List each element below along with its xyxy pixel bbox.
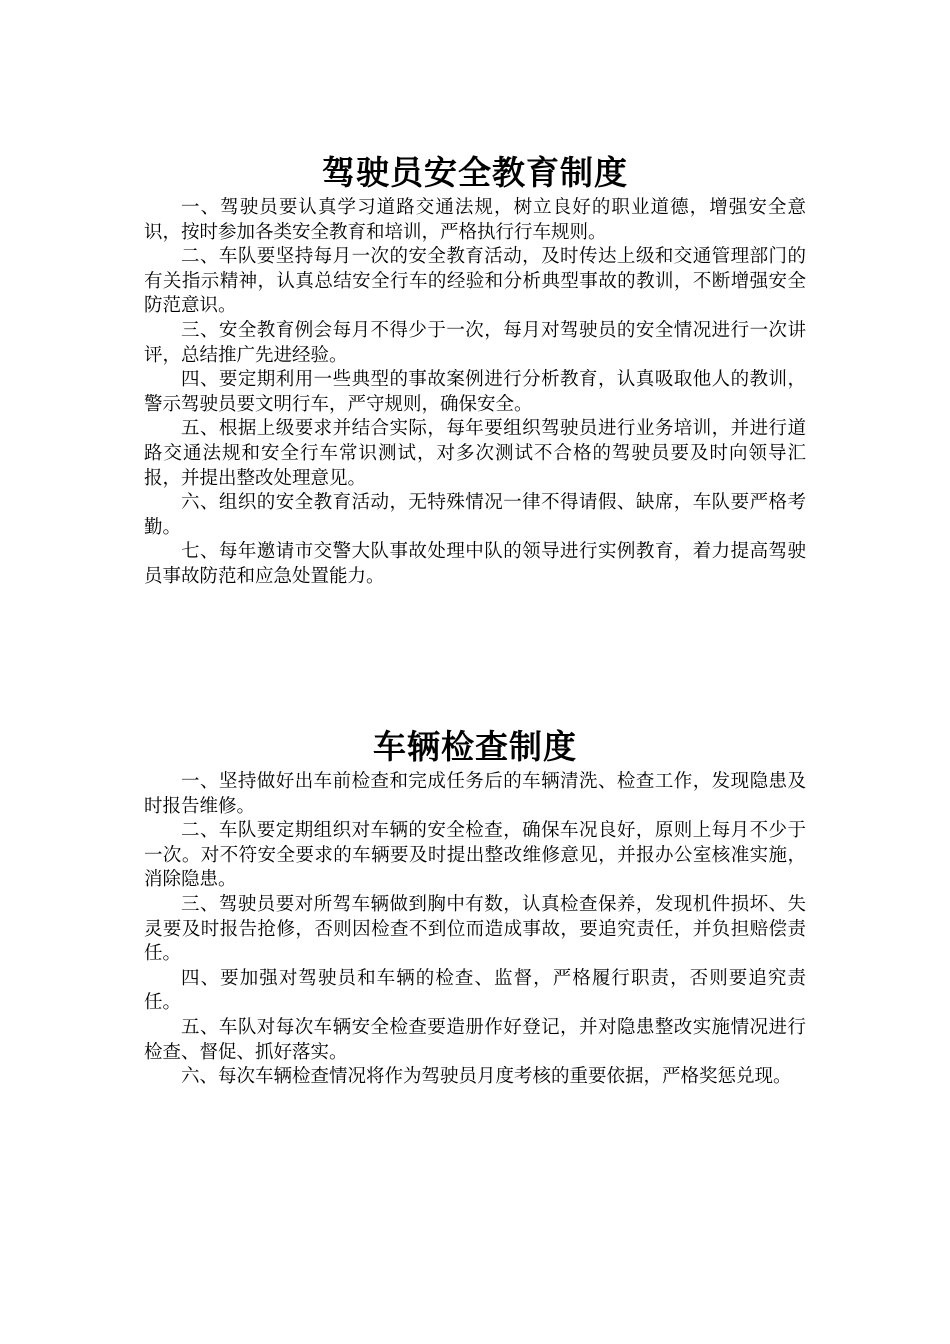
paragraph: 六、组织的安全教育活动，无特殊情况一律不得请假、缺席，车队要严格考勤。 [144,492,806,538]
section-title: 车辆检查制度 [373,727,577,766]
section-driver-safety-education [144,150,806,590]
paragraph: 一、坚持做好出车前检查和完成任务后的车辆清洗、检查工作，发现隐患及时报告维修。 [144,771,806,817]
section-title: 驾驶员安全教育制度 [322,153,628,192]
paragraph: 七、每年邀请市交警大队事故处理中队的领导进行实例教育，着力提高驾驶员事故防范和应急处置能力。 [144,541,806,587]
paragraph: 六、每次车辆检查情况将作为驾驶员月度考核的重要依据，严格奖惩兑现。 [181,1066,792,1088]
paragraph: 三、安全教育例会每月不得少于一次，每月对驾驶员的安全情况进行一次讲评，总结推广先进经验。 [144,319,806,366]
paragraph: 二、车队要定期组织对车辆的安全检查，确保车况良好，原则上每月不少于一次。对不符安全要求的车辆要及时提出整改维修意见，并报办公室核准实施，消除隐患。 [144,820,806,891]
paragraph: 三、驾驶员要对所驾车辆做到胸中有数，认真检查保养，发现机件损坏、失灵要及时报告抢修，否则因检查不到位而造成事故，要追究责任，并负担赔偿责任。 [144,893,806,965]
paragraph: 四、要定期利用一些典型的事故案例进行分析教育，认真吸取他人的教训，警示驾驶员要文明行车，严守规则，确保安全。 [144,369,806,415]
paragraph: 一、驾驶员要认真学习道路交通法规，树立良好的职业道德，增强安全意识，按时参加各类安全教育和培训，严格执行行车规则。 [144,197,806,243]
paragraph: 二、车队要坚持每月一次的安全教育活动，及时传达上级和交通管理部门的有关指示精神，认真总结安全行车的经验和分析典型事故的教训，不断增强安全防范意识。 [144,246,806,317]
paragraph: 五、车队对每次车辆安全检查要造册作好登记，并对隐患整改实施情况进行检查、督促、抓好落实。 [144,1016,806,1063]
section-vehicle-inspection [144,724,806,1090]
paragraph: 四、要加强对驾驶员和车辆的检查、监督，严格履行职责，否则要追究责任。 [144,967,806,1014]
paragraph: 五、根据上级要求并结合实际，每年要组织驾驶员进行业务培训，并进行道路交通法规和安全行车常识测试，对多次测试不合格的驾驶员要及时向领导汇报，并提出整改处理意见。 [144,418,806,489]
